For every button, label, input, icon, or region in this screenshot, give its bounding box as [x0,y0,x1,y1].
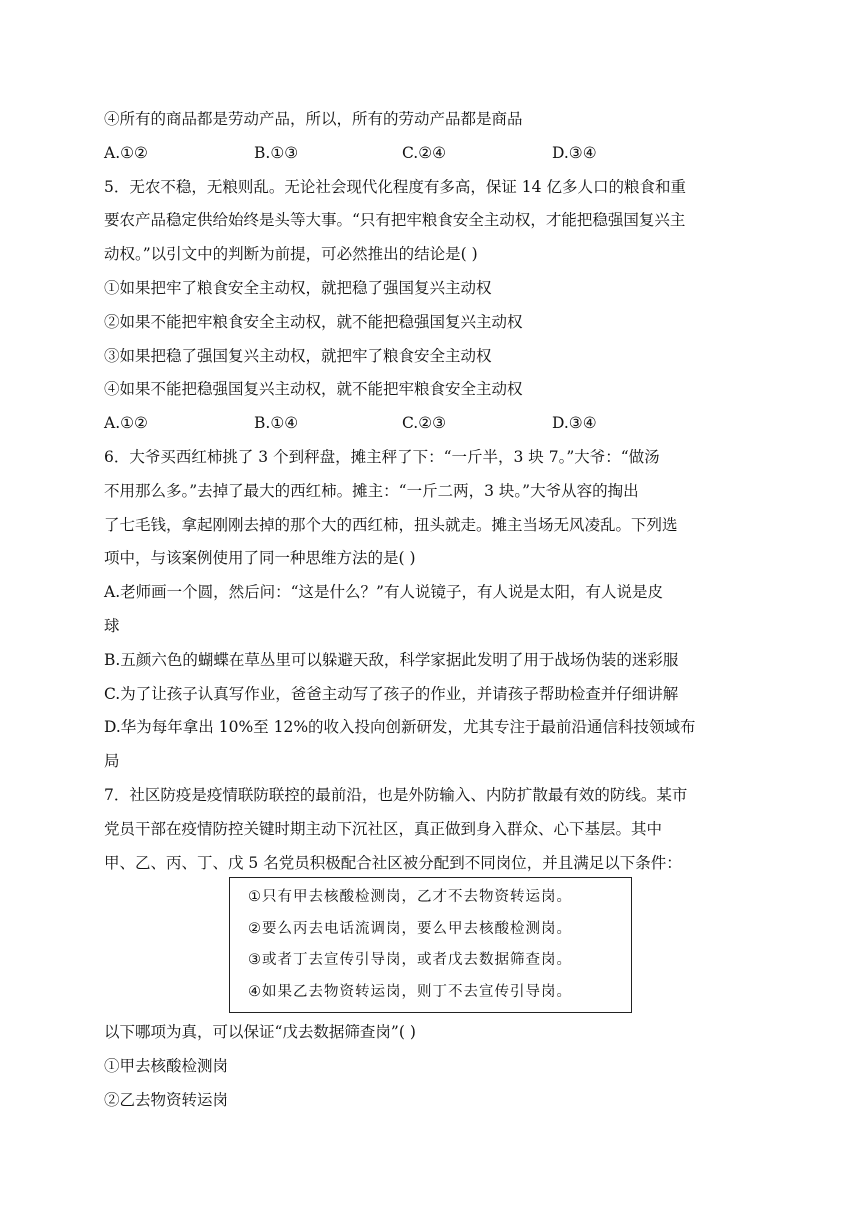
q5-option-b[interactable]: B.①④ [254,414,299,433]
q5-item-2: ②如果不能把牢粮食安全主动权，就不能把稳强国复兴主动权 [104,312,523,331]
q4-option-b[interactable]: B.①③ [254,143,299,162]
q7-item-1: ①甲去核酸检测岗 [104,1056,229,1075]
q5-options [104,407,760,441]
q4-item-4: ④所有的商品都是劳动产品，所以，所有的劳动产品都是商品 [104,110,523,128]
q7-condition-2: ②要么丙去电话流调岗，要么甲去核酸检测岗。 [248,920,572,937]
q6-option-d-line-2[interactable]: 局 [104,752,120,771]
q7-stem-line-1: 7．社区防疫是疫情联防联控的最前沿，也是外防输入、内防扩散最有效的防线。某市 [104,785,688,804]
q7-stem-line-2: 党员干部在疫情防控关键时期主动下沉社区，真正做到身入群众、心下基层。其中 [104,819,663,838]
q4-option-c[interactable]: C.②④ [402,143,447,162]
q6-stem-line-2: 不用那么多。”去掉了最大的西红柿。摊主：“一斤二两，3 块。”大爷从容的掏出 [104,481,639,500]
q6-option-d-line-1[interactable]: D.华为每年拿出 10%至 12%的收入投向创新研发，尤其专注于最前沿通信科技领域布 [104,718,696,737]
q6-stem-line-3: 了七毛钱，拿起刚刚去掉的那个大的西红柿，扭头就走。摊主当场无风凌乱。下列选 [104,515,678,534]
q5-item-3: ③如果把稳了强国复兴主动权，就把牢了粮食安全主动权 [104,346,492,365]
q5-option-c[interactable]: C.②③ [402,414,447,433]
q6-stem-line-4: 项中，与该案例使用了同一种思维方法的是( ) [104,549,416,568]
q6-stem-line-1: 6．大爷买西红柿挑了 3 个到秤盘，摊主秤了下：“一斤半，3 块 7。”大爷：“做汤 [104,447,660,466]
q5-option-d[interactable]: D.③④ [552,414,597,433]
q7-condition-1: ①只有甲去核酸检测岗，乙才不去物资转运岗。 [248,889,572,905]
q6-option-a-line-1[interactable]: A.老师画一个圆，然后问：“这是什么？”有人说镜子，有人说是太阳，有人说是皮 [104,583,663,602]
q7-stem-line-3: 甲、乙、丙、丁、戊 5 名党员积极配合社区被分配到不同岗位，并且满足以下条件： [104,853,682,872]
q4-option-d[interactable]: D.③④ [552,143,597,162]
q6-option-a-line-2[interactable]: 球 [104,616,120,635]
q6-option-b[interactable]: B.五颜六色的蝴蝶在草丛里可以躲避天敌，科学家据此发明了用于战场伪装的迷彩服 [104,650,679,669]
q7-condition-4: ④如果乙去物资转运岗，则丁不去宣传引导岗。 [248,983,572,1000]
document-page [104,103,760,880]
q5-item-1: ①如果把牢了粮食安全主动权，就把稳了强国复兴主动权 [104,278,492,297]
q5-stem-line-2: 要农产品稳定供给始终是头等大事。“只有把牢粮食安全主动权，才能把稳强国复兴主 [104,211,686,230]
q7-conditions-box [229,877,632,1013]
q5-stem-line-1: 5．无农不稳，无粮则乱。无论社会现代化程度有多高，保证 14 亿多人口的粮食和重 [104,177,686,196]
q7-item-2: ②乙去物资转运岗 [104,1090,229,1109]
q7-question-block [104,1016,760,1117]
q4-options [104,137,760,171]
q4-option-a[interactable]: A.①② [104,143,148,162]
q5-item-4: ④如果不能把稳强国复兴主动权，就不能把牢粮食安全主动权 [104,380,523,399]
q6-option-c[interactable]: C.为了让孩子认真写作业，爸爸主动写了孩子的作业，并请孩子帮助检查并仔细讲解 [104,684,679,703]
q7-condition-3: ③或者丁去宣传引导岗，或者戊去数据筛查岗。 [248,952,572,968]
q5-option-a[interactable]: A.①② [104,414,148,433]
q7-question: 以下哪项为真，可以保证“戊去数据筛查岗”( ) [104,1023,416,1041]
q5-stem-line-3: 动权。”以引文中的判断为前提，可必然推出的结论是( ) [104,245,478,264]
